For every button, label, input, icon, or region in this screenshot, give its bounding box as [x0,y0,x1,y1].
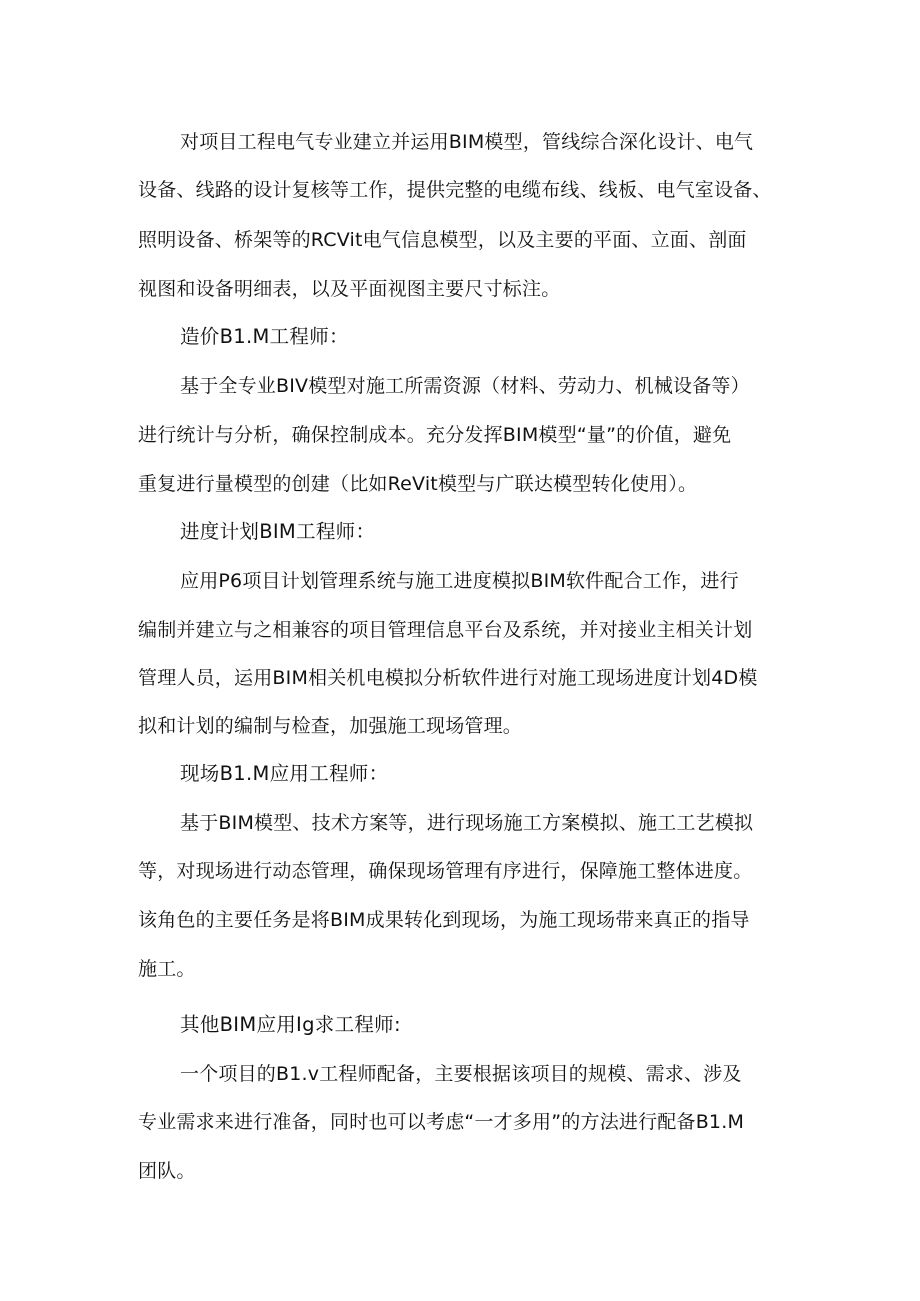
schedule-line-2: 编制并建立与之相兼容的项目管理信息平台及系统，并对接业主相关计划 [138,619,753,641]
cost-line-2: 进行统计与分析，确保控制成本。充分发挥BIM模型“量”的价值，避免 [138,424,732,446]
schedule-line-3: 管理人员，运用BIM相关机电模拟分析软件进行对施工现场进度计划4D模 [138,667,758,689]
site-line-4: 施工。 [138,958,196,980]
site-line-2: 等，对现场进行动态管理，确保现场管理有序进行，保障施工整体进度。 [138,860,753,882]
section-heading-schedule: 进度计划BIM工程师： [180,520,376,543]
section-heading-other: 其他BIM应用Ig求工程师: [180,1013,401,1036]
section-heading-cost: 造价B1.M工程师： [180,325,349,348]
section-heading-site: 现场B1.M应用工程师： [180,762,389,785]
schedule-line-1: 应用P6项目计划管理系统与施工进度模拟BIM软件配合工作，进行 [180,570,739,592]
site-line-1: 基于BIM模型、技术方案等，进行现场施工方案模拟、施工工艺模拟 [180,812,754,834]
other-line-2: 专业需求来进行准备，同时也可以考虑“一才多用”的方法进行配备B1.M [138,1111,745,1133]
intro-line-1: 对项目工程电气专业建立并运用BIM模型，管线综合深化设计、电气 [180,131,754,153]
intro-line-4: 视图和设备明细表，以及平面视图主要尺寸标注。 [138,278,561,300]
other-line-1: 一个项目的B1.v工程师配备，主要根据该项目的规模、需求、涉及 [180,1063,742,1085]
intro-line-2: 设备、线路的设计复核等工作，提供完整的电缆布线、线板、电气室设备、 [138,179,772,201]
other-line-3: 团队。 [138,1160,196,1182]
intro-line-3: 照明设备、桥架等的RCVit电气信息模型，以及主要的平面、立面、剖面 [138,229,747,251]
site-line-3: 该角色的主要任务是将BIM成果转化到现场，为施工现场带来真正的指导 [138,909,750,931]
cost-line-1: 基于全专业BIV模型对施工所需资源（材料、劳动力、机械设备等） [180,375,750,397]
cost-line-3: 重复进行量模型的创建（比如ReVit模型与广联达模型转化使用）。 [138,473,698,495]
schedule-line-4: 拟和计划的编制与检查，加强施工现场管理。 [138,715,523,737]
